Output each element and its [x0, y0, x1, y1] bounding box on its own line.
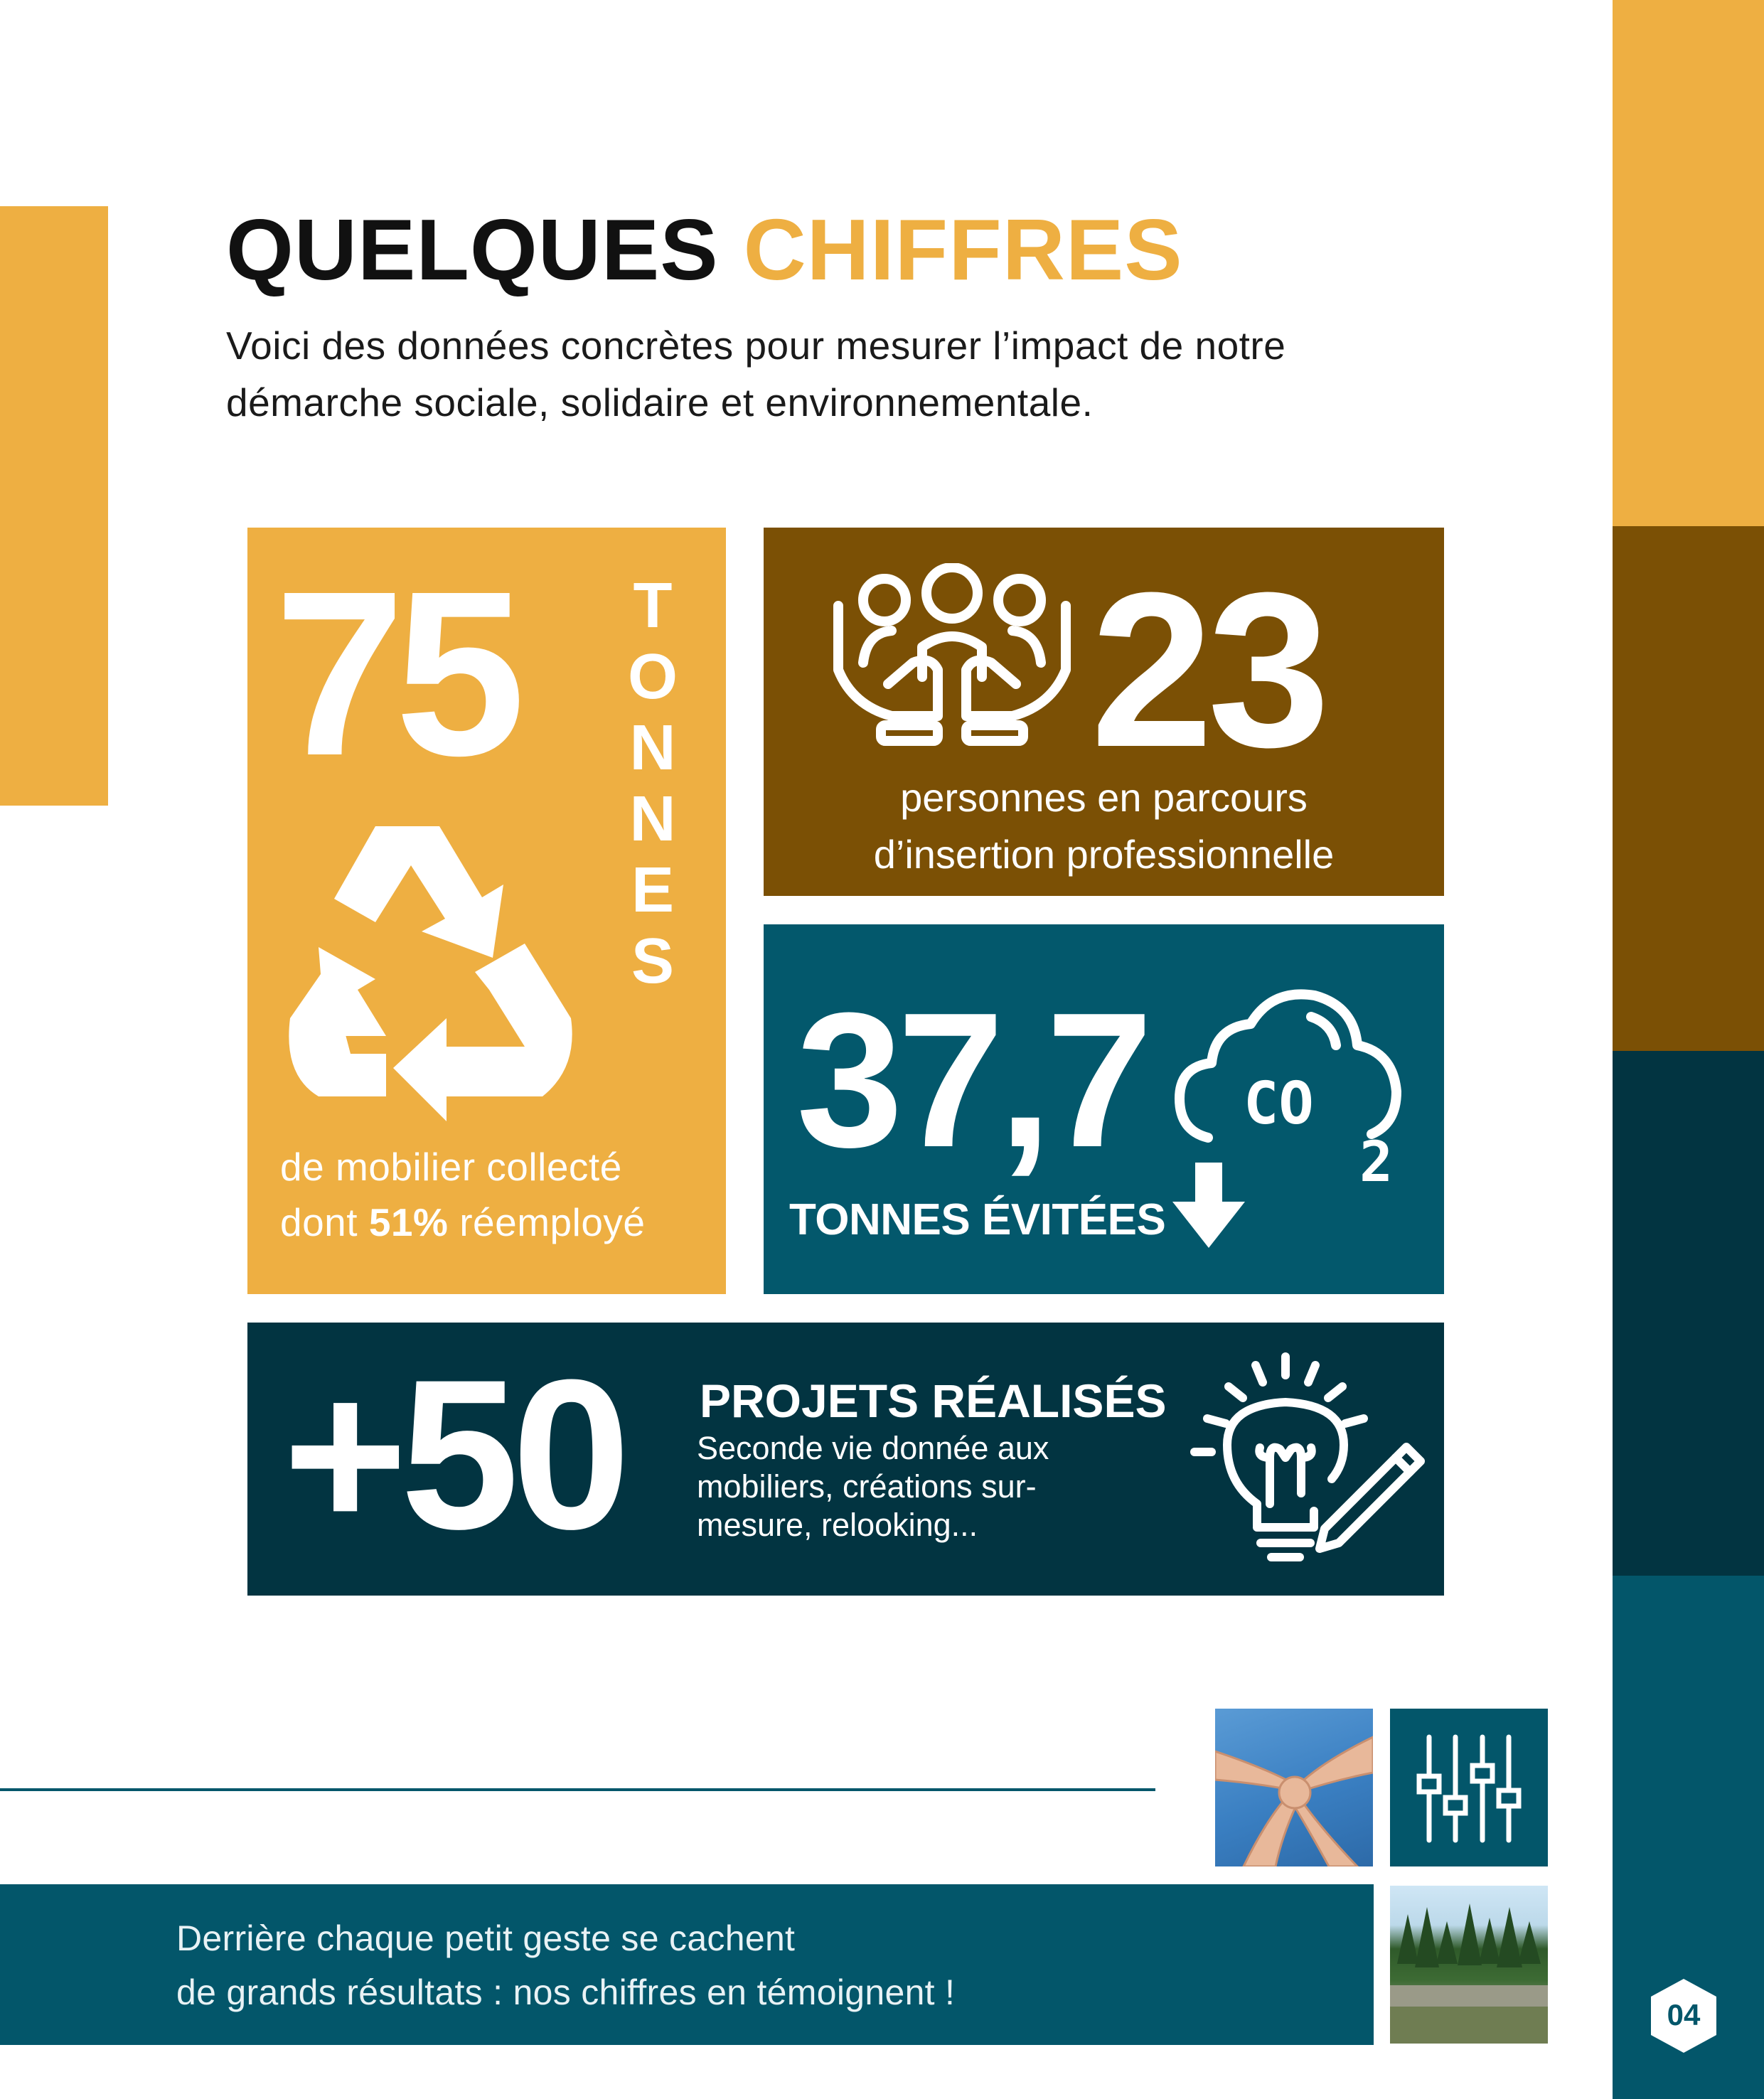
lightbulb-pencil-icon — [1186, 1351, 1428, 1579]
sliders-tile — [1390, 1709, 1548, 1866]
side-strip-dark-teal — [1613, 1051, 1764, 1576]
page-number: 04 — [1667, 1998, 1701, 2031]
stat-card-projects — [247, 1323, 1444, 1596]
people-hands-icon — [824, 563, 1080, 748]
projects-description-line-1: Seconde vie donnée aux — [697, 1430, 1049, 1466]
footer-line-1: Derrière chaque petit geste se cachent — [176, 1918, 796, 1958]
title-part-2: CHIFFRES — [743, 201, 1183, 298]
furniture-value: 75 — [274, 542, 516, 804]
page-number-hexagon — [1648, 1977, 1719, 2055]
stat-card-people — [764, 528, 1444, 896]
people-caption-line-2: d’insertion professionnelle — [873, 832, 1335, 877]
recycle-icon — [269, 805, 589, 1125]
tonnes-vertical-label — [624, 570, 681, 997]
footer-line-2: de grands résultats : nos chiffres en témoignent ! — [176, 1972, 956, 2012]
projects-value: +50 — [283, 1335, 624, 1574]
people-caption — [764, 769, 1444, 883]
furniture-caption-line-2 — [280, 1195, 707, 1250]
reuse-percent: 51% — [368, 1200, 449, 1244]
intro-text — [226, 317, 1492, 431]
intro-line-2: démarche sociale, solidaire et environnementale. — [226, 380, 1094, 424]
people-caption-line-1: personnes en parcours — [900, 775, 1308, 820]
intro-line-1: Voici des données concrètes pour mesurer l’impact de notre — [226, 324, 1286, 368]
people-value: 23 — [1091, 546, 1325, 793]
furniture-caption — [280, 1139, 707, 1250]
left-accent-bar — [0, 206, 108, 806]
title-part-1: QUELQUES — [226, 201, 719, 298]
tonnes-letter: T — [633, 570, 673, 641]
co2-caption: TONNES ÉVITÉES — [789, 1195, 1166, 1244]
furniture-caption-line-1: de mobilier collecté — [280, 1145, 622, 1189]
page-title — [226, 201, 1183, 298]
side-strip-yellow — [1613, 0, 1764, 526]
forest-photo-drawing — [1390, 1886, 1548, 2044]
projects-description — [697, 1429, 1095, 1544]
stat-card-furniture — [247, 528, 726, 1294]
tonnes-letter: N — [629, 712, 676, 784]
stat-card-co2 — [764, 924, 1444, 1294]
forest-photo — [1390, 1886, 1548, 2044]
projects-description-line-3: mesure, relooking... — [697, 1507, 978, 1543]
co2-label: CO — [1244, 1070, 1314, 1138]
sliders-icon — [1390, 1709, 1548, 1866]
divider-line — [0, 1788, 1155, 1791]
co2-subscript: 2 — [1359, 1131, 1393, 1195]
tonnes-letter: E — [631, 855, 675, 926]
side-strip-brown — [1613, 526, 1764, 1051]
caption-prefix: dont — [280, 1200, 358, 1244]
tonnes-letter: O — [627, 641, 678, 712]
hands-photo — [1215, 1709, 1373, 1866]
projects-description-line-2: mobiliers, créations sur- — [697, 1468, 1037, 1505]
tonnes-letter: N — [629, 784, 676, 855]
footer-text — [176, 1911, 1243, 2019]
hands-photo-drawing — [1215, 1709, 1373, 1866]
co2-value: 37,7 — [796, 973, 1148, 1187]
tonnes-letter: S — [631, 926, 675, 997]
caption-suffix: réemployé — [459, 1200, 646, 1244]
projects-title: PROJETS RÉALISÉS — [700, 1374, 1167, 1427]
